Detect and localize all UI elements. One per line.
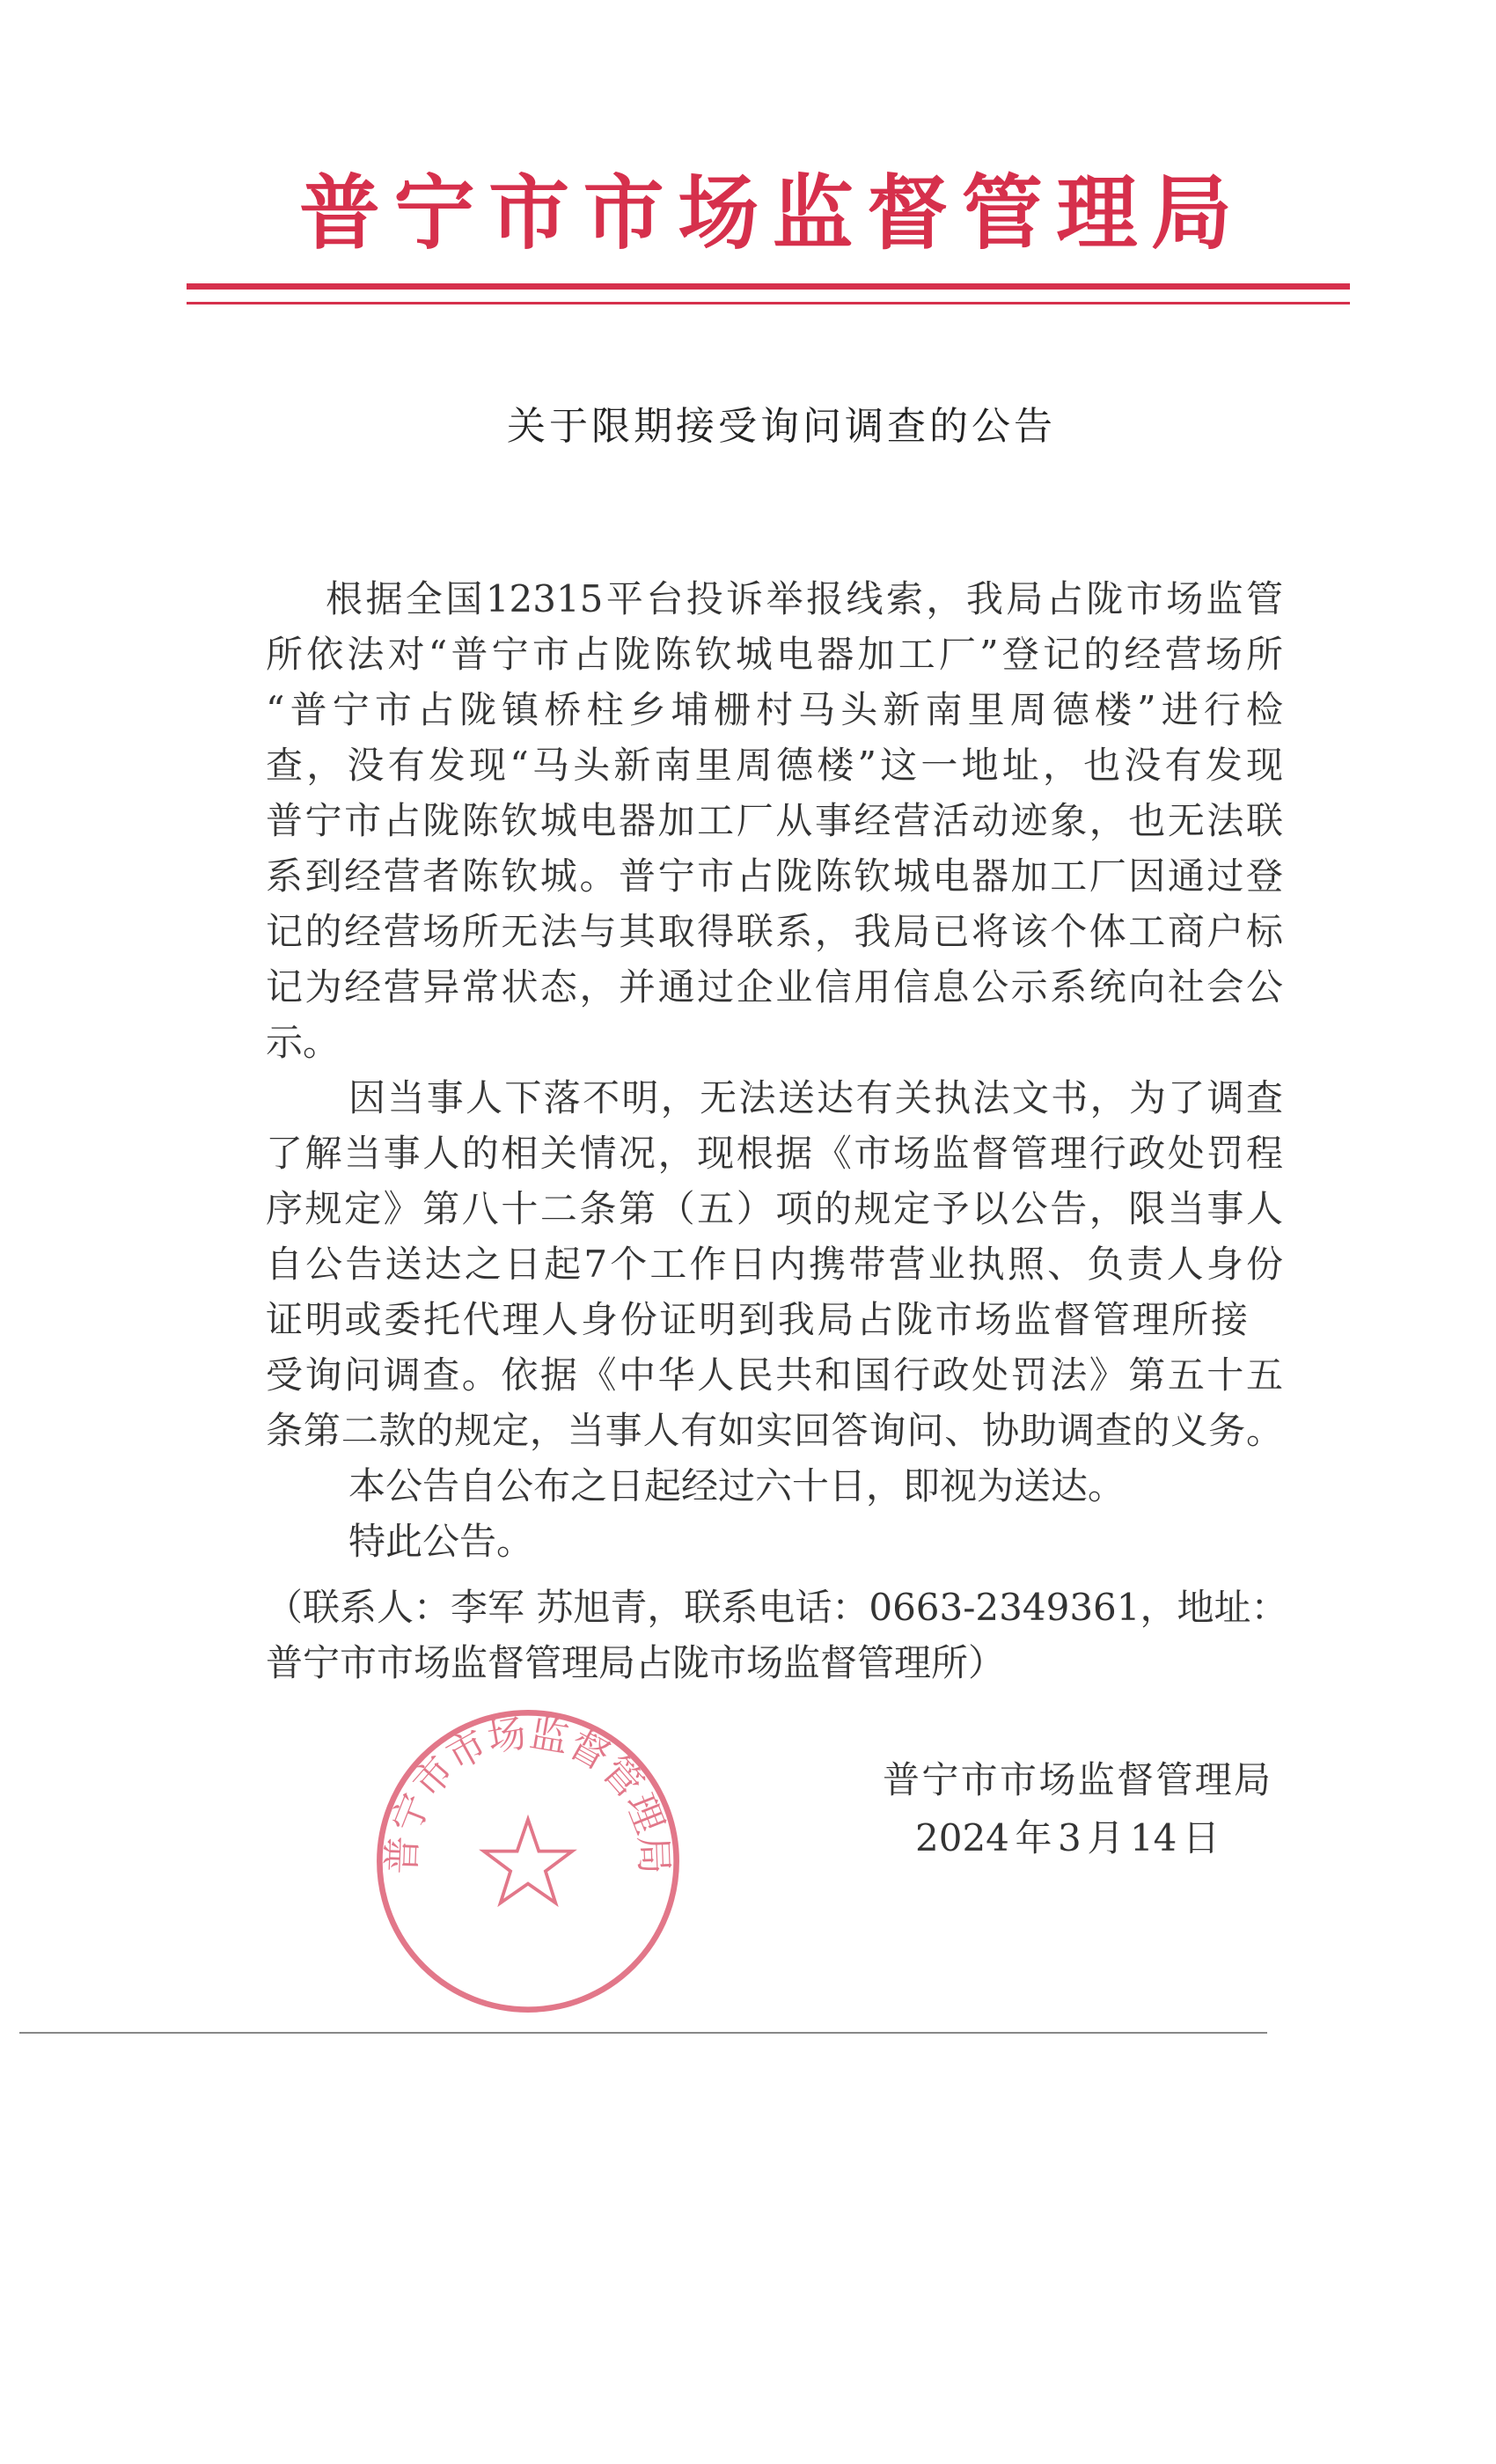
contact-line: （联系人：李军 苏旭青，联系电话：0663-2349361，地址： — [266, 1586, 1288, 1629]
body-line: 序规定》第八十二条第（五）项的规定予以公告，限当事人 — [266, 1187, 1283, 1230]
issuer-signature: 普宁市市场监督管理局 — [883, 1758, 1271, 1801]
letterhead-char: 理 — [1056, 165, 1138, 260]
seal-text: 普宁市市场监督管理局 — [380, 1712, 676, 1875]
body-line: 条第二款的规定，当事人有如实回答询问、协助调查的义务。 — [266, 1409, 1283, 1452]
body-line: 特此公告。 — [348, 1520, 534, 1563]
body-line: 了解当事人的相关情况，现根据《市场监督管理行政处罚程 — [266, 1132, 1283, 1175]
letterhead-char: 普 — [299, 165, 381, 260]
letterhead-char: 场 — [678, 165, 759, 260]
letterhead-char: 市 — [488, 165, 570, 260]
body-line: 系到经营者陈钦城。普宁市占陇陈钦城电器加工厂因通过登 — [266, 854, 1283, 898]
body-line: 证明或委托代理人身份证明到我局占陇市场监督管理所接 — [266, 1298, 1248, 1341]
seal-star-icon — [484, 1820, 572, 1903]
page-bottom-rule — [19, 2032, 1267, 2034]
letterhead-char: 管 — [961, 165, 1043, 260]
body-line: 受询问调查。依据《中华人民共和国行政处罚法》第五十五 — [266, 1353, 1283, 1397]
letterhead-rule-thick — [187, 283, 1350, 290]
body-line: 本公告自公布之日起经过六十日，即视为送达。 — [348, 1464, 1126, 1507]
notice-body — [266, 571, 1288, 1690]
body-line: 自公告送达之日起7个工作日内携带营业执照、负责人身份 — [266, 1243, 1283, 1286]
issue-date: 2024年3月14日 — [915, 1816, 1220, 1859]
body-line: 记的经营场所无法与其取得联系，我局已将该个体工商户标 — [266, 910, 1283, 953]
official-seal — [370, 1703, 686, 2020]
body-line: 所依法对“普宁市占陇陈钦城电器加工厂”登记的经营场所 — [266, 633, 1283, 676]
letterhead-char: 市 — [583, 165, 664, 260]
body-line: 普宁市占陇陈钦城电器加工厂从事经营活动迹象，也无法联 — [266, 799, 1283, 842]
body-line: 记为经营异常状态，并通过企业信用信息公示系统向社会公 — [266, 965, 1283, 1008]
body-line: 查，没有发现“马头新南里周德楼”这一地址，也没有发现 — [266, 744, 1283, 787]
letterhead-char: 督 — [867, 165, 949, 260]
notice-title: 关于限期接受询问调查的公告 — [507, 404, 1056, 449]
body-line: 因当事人下落不明，无法送达有关执法文书，为了调查 — [348, 1076, 1283, 1119]
body-line: 根据全国12315平台投诉举报线索，我局占陇市场监管 — [326, 577, 1283, 620]
contact-line: 普宁市市场监督管理局占陇市场监督管理所） — [266, 1641, 1006, 1684]
letterhead-char: 宁 — [393, 165, 475, 260]
body-line: 示。 — [266, 1021, 341, 1064]
letterhead-rule-thin — [187, 302, 1350, 304]
letterhead-title — [299, 154, 1232, 260]
letterhead-char: 监 — [772, 165, 854, 260]
letterhead-char: 局 — [1150, 165, 1232, 260]
body-line: “普宁市占陇镇桥柱乡埔栅村马头新南里周德楼”进行检 — [266, 688, 1283, 731]
